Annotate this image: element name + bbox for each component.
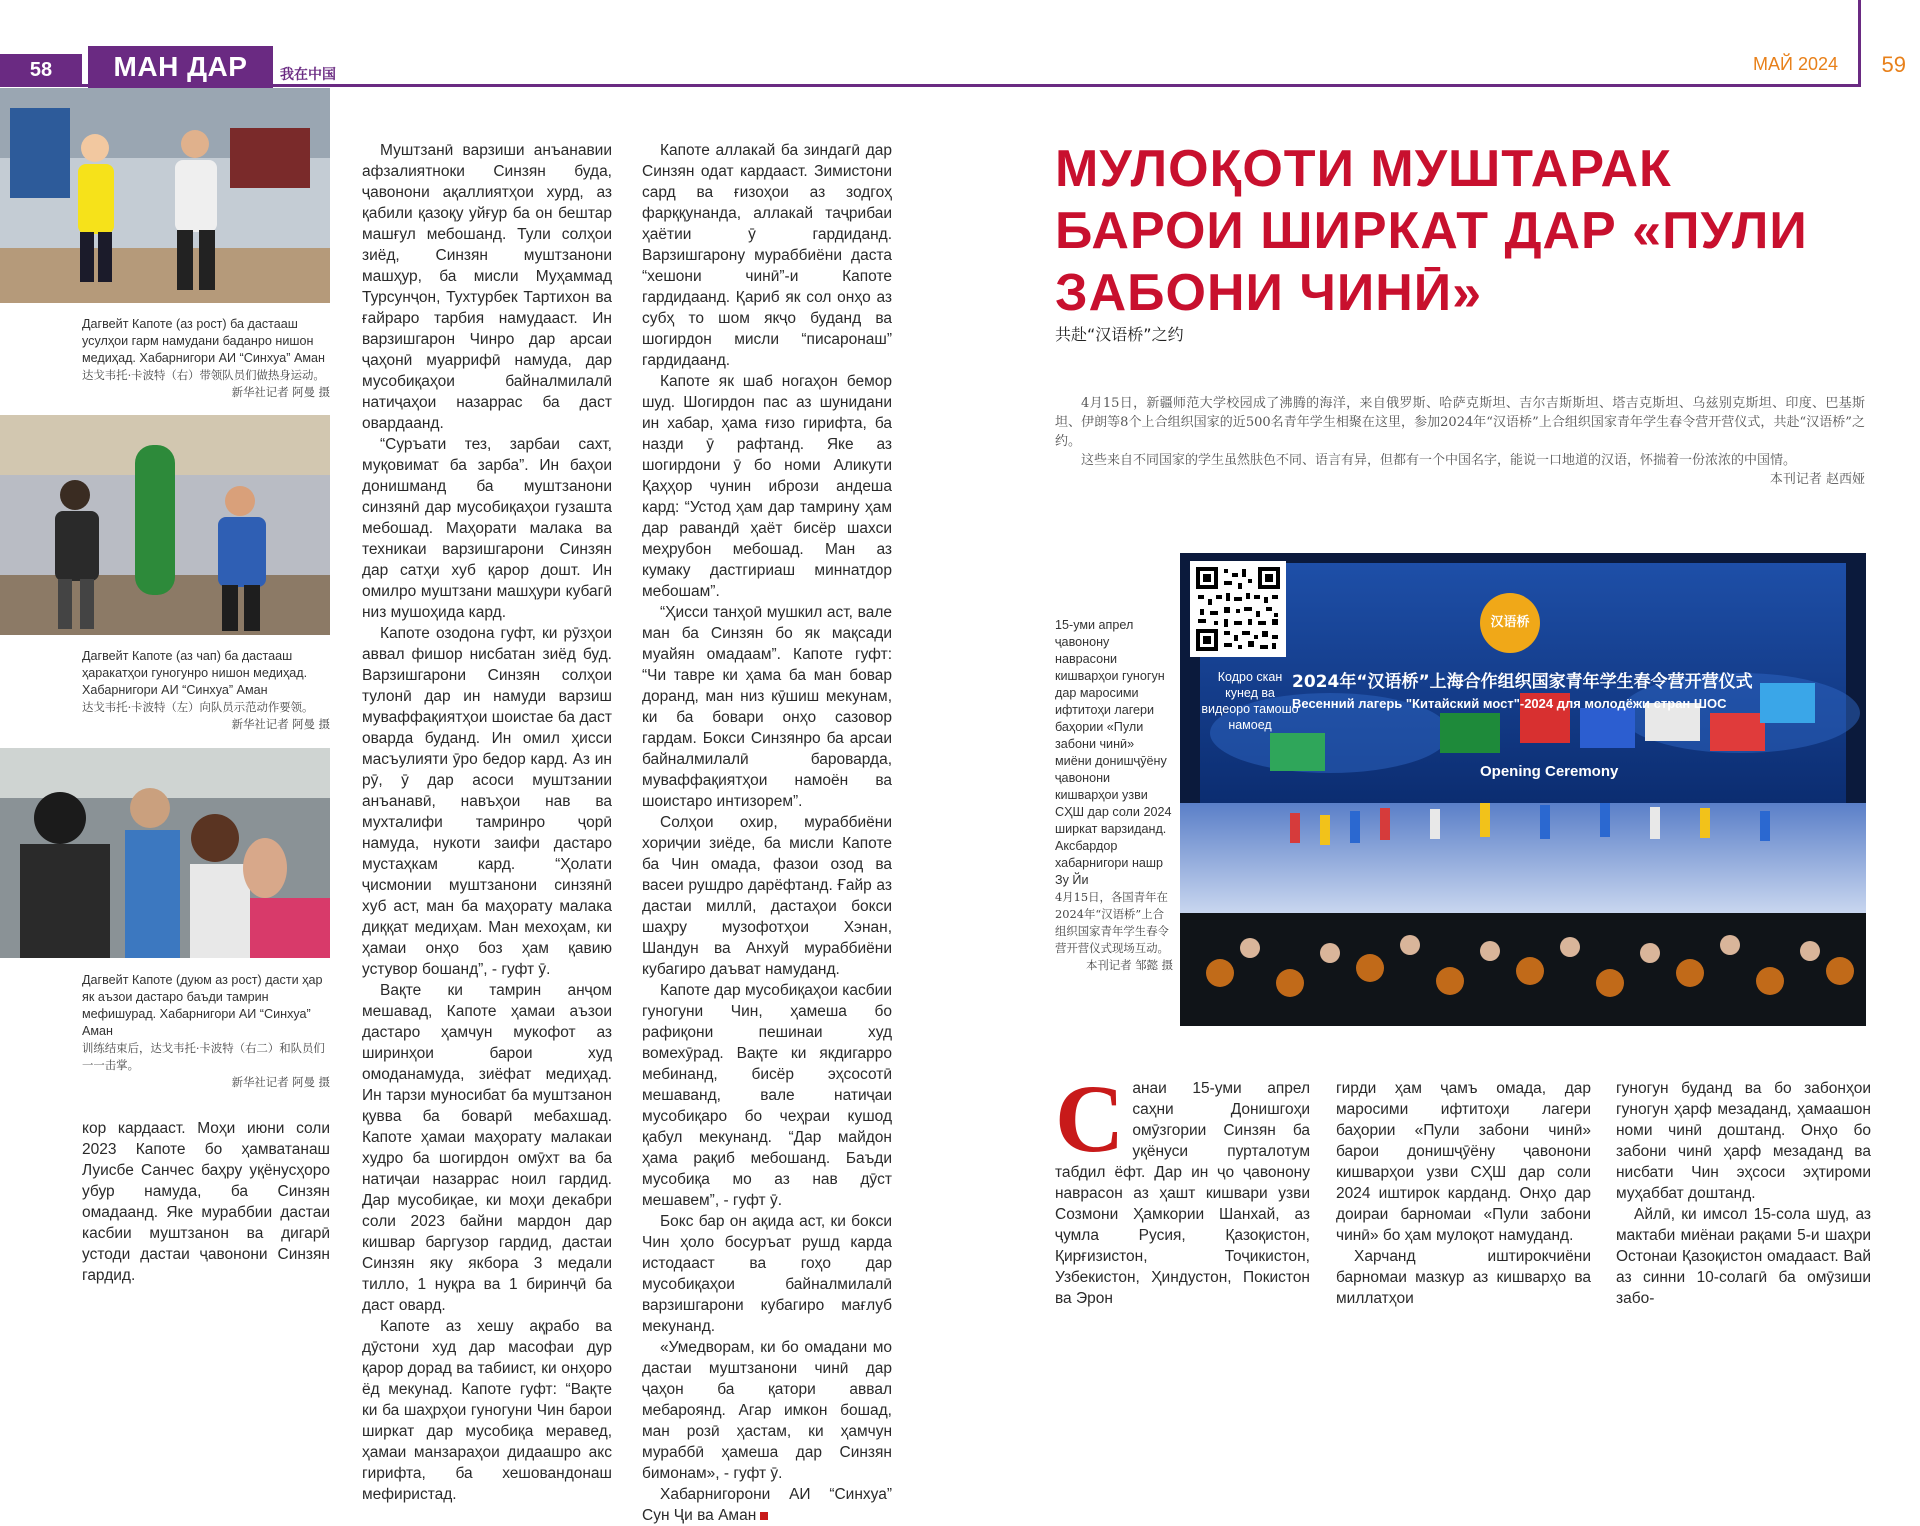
left-col2: [362, 140, 612, 1505]
issue-date: МАЙ 2024: [1753, 54, 1838, 74]
caption-3-zh: 训练结束后，达戈韦托·卡波特（右二）和队员们一一击掌。: [82, 1041, 325, 1072]
article-headline: МУЛОҚОТИ МУШТАРАК БАРОИ ШИРКАТ ДАР «ПУЛИ ЗАБОНИ ЧИНӢ»: [1055, 140, 1808, 322]
paragraph: Капоте дар мусобиқаҳои касбии гуногуни Чин, ҳамеша бо рафиқони пешинаи худ вомехӯрад. Вақте ки якдигарро мебинанд, бисёр эҳсосотӣ мешаванд, вале натиҷаи мусобиқаро бо чеҳраи кушод қабул мекунанд. “Дар майдон ҳама рақиб мебошанд. Баъди мусобиқа мо аз нав дӯст мешавем”, - гуфт ӯ.: [642, 982, 892, 1209]
paragraph: Капоте озодона гуфт, ки рӯзҳои аввал фишор нисбатан зиёд буд. Варзишгарони Синзян солҳои тулонӣ дар ин намуди варзиш муваффақиятҳои шоистае ба даст оварда буданд. Ин омил ҳисси масъулияти ӯро бедор кард. Аз ин рӯ, ӯ дар асоси муштзании анъанавӣ, навъҳои нав ва мухталифи тамринро ҷорӣ намуда, нукоти заифи дастаро мустаҳкам кард. “Ҳолати ҷисмонии муштзанони синзянӣ хуб аст, ман ба маҳорату малака диққат медиҳам. Ман мехоҳам, ки ҳамаи онҳо боз ҳам қавию устувор бошанд”, - гуфт ӯ.: [362, 625, 612, 978]
chinese-bridge-logo: [1480, 593, 1540, 653]
qr-label: Кодро скан кунед ва видеоро тамошо намоед: [1201, 670, 1299, 732]
paragraph: гирди ҳам ҷамъ омада, дар маросими ифтитоҳи лагери баҳории «Пули забони чинӣ» барои донишҷӯёну ҷавонони кишварҳои узви СҲШ дар соли 2024 иштирок карданд. Онҳо дар доираи барномаи «Пули забони чинӣ» бо ҳам мулоқот намуданд.: [1336, 1080, 1591, 1244]
caption-2: [82, 648, 330, 733]
byline-text: Хабарнигорони АИ “Синхуа” Сун Ҷи ва Аман: [642, 1486, 892, 1524]
section-title: МАН ДАР: [88, 46, 273, 88]
caption-2-zh: 达戈韦托·卡波特（左）向队员示范动作要领。: [82, 700, 314, 714]
caption-2-text: Дагвейт Капоте (аз чап) ба дастааш ҳаракатҳои гуногунро нишон медиҳад. Хабарнигори АИ “Синхуа” Аман: [82, 649, 308, 697]
paragraph: кор кардааст. Моҳи июни соли 2023 Капоте бо ҳамватанаш Луисбе Санчес баҳру уқёнусҳоро убур намуда, ба Синзян омадаанд. Яке мураббии дастаи касбии муштзанон ва дигарӣ устоди дастаи ҷавонони Синзян гардид.: [82, 1120, 330, 1284]
paragraph: Бокс бар он ақида аст, ки бокси Чин ҳоло босуръат рушд карда истодааст ва гоҳо дар мусобиқаҳои байналмилалӣ варзишгарони кубагиро мағлуб мекунанд.: [642, 1213, 892, 1335]
section-title-zh: 我在中国: [280, 67, 336, 83]
end-mark-icon: [760, 1512, 768, 1520]
logo-text: 汉语桥: [1490, 615, 1530, 630]
right-page-number: 59: [1881, 52, 1906, 77]
intro-zh-paragraph-2: 这些来自不同国家的学生虽然肤色不同、语言有异，但都有一个中国名字，能说一口地道的汉语，怀揣着一份浓浓的中国情。: [1081, 453, 1797, 468]
caption-1: [82, 316, 330, 401]
paragraph: Солҳои охир, мураббиёни хориҷии зиёде, ба мисли Капоте ба Чин омада, фазои озод ва васеи рушдро дарёфтанд. Ғайр аз дастаи миллӣ, дастаҳои бокси шаҳру музофотҳои Хэнан, Шандун ва Анхуй мураббиёни кубагиро даъват намуданд.: [642, 814, 892, 978]
caption-1-zh: 达戈韦托·卡波特（右）带领队员们做热身运动。: [82, 368, 325, 382]
left-col1-bottom-text: [82, 1118, 330, 1286]
paragraph: “Суръати тез, зарбаи сахт, муқовимат ба зарба”. Ин баҳои донишманд ба муштзанони синзянӣ дар мусобиқаҳои гузашта мебошад. Маҳорати малака ва техникаи варзишгарони Синзян дар сатҳи хуб қарор дошт. Ин омилро муштзани машҳури кубагӣ низ мушоҳида кард.: [362, 436, 612, 621]
header-rule: [0, 84, 1860, 87]
caption-1-text: Дагвейт Капоте (аз рост) ба дастааш усулҳои гарм намудани баданро нишон медиҳад. Хабарнигори АИ “Синхуа” Аман: [82, 317, 325, 365]
big-photo-caption-zh: 4月15日，各国青年在2024年“汉语桥”上合组织国家青年学生春令营开营仪式现场互动。: [1055, 890, 1169, 955]
big-photo-caption-credit: 本刊记者 邹懿 摄: [1086, 958, 1173, 972]
paragraph: Капоте аллакай ба зиндагӣ дар Синзян одат кардааст. Зимистони сард ва ғизоҳои аз зодгоҳ фарққунанда, аллакай таҷрибаи ҳаётии ӯ гардиданд. Варзишгарону мураббиёни даста “хешони чинӣ”-и Капоте гардидаанд. Қариб як сол онҳо аз субҳ то шом якҷо буданд ва шогирдон мисли “писаронаш” гардидаанд.: [642, 142, 892, 369]
article-headline-zh: 共赴“汉语桥”之约: [1055, 325, 1184, 344]
right-col2: [1336, 1078, 1591, 1309]
qr-code[interactable]: [1190, 561, 1286, 657]
big-photo-caption: [1055, 617, 1173, 974]
caption-3-text: Дагвейт Капоте (дуюм аз рост) дасти ҳар як аъзои дастаро баъди тамрин мефишурад. Хабарнигори АИ “Синхуа” Аман: [82, 973, 323, 1038]
byline: [642, 1484, 892, 1526]
paragraph: Харчанд иштирокчиёни барномаи мазкур аз кишварҳо ва миллатҳои: [1336, 1248, 1591, 1307]
photo-high-five: [0, 748, 330, 958]
paragraph: «Умедворам, ки бо омадани мо дастаи муштзанони чинӣ дар ҷаҳон ба қатори аввал мебароянд. Агар имкон бошад, ман розӣ ҳастам, ки ҳамчун мураббӣ ҳамеша дар Синзян бимонам», - гуфт ӯ.: [642, 1339, 892, 1482]
paragraph: Муштзанӣ варзиши анъанавии афзалиятноки Синзян буда, ҷавонони ақаллиятҳои хурд, аз қабили қазоқу уйғур ба он бештар машғул мебошанд. Тули солҳои зиёд, Синзян муштзанони машҳур, ба мисли Муҳаммад Турсунҷон, Тухтурбек Тартихон ва ғайраро тарбия намудааст. Ин варзишгарон Чинро дар арсаи ҷаҳонӣ муаррифӣ намуда, дар мусобиқаҳои байналмилалӣ натиҷаҳои назаррас ба даст овардаанд.: [362, 142, 612, 432]
stage-banner-line-3: Opening Ceremony: [1480, 763, 1619, 780]
stage-banner-line-1: 2024年“汉语桥”上海合作组织国家青年学生春令营开营仪式: [1292, 672, 1753, 692]
intro-zh: [1055, 394, 1865, 489]
paragraph: Вақте ки тамрин анҷом мешавад, Капоте ҳамаи аъзои дастаро ҳамчун мукофот аз ширинҳои барои худ омоданамуда, зиёфат медиҳад. Ин тарзи муносибат ба муштзанон қувва ба боварӣ мебахшад. Капоте ҳамаи маҳорату малакаи худро ба шогирдон омӯхт ва ба натиҷаи назаррас ноил гардид. Дар мусобиқае, ки моҳи декабри соли 2023 байни мардон дар кишвар баргузор гардид, дастаи Синзян яку якбора 3 медали тилло, 1 нуқра ва 1 биринҷӣ ба даст овард.: [362, 982, 612, 1314]
big-photo-caption-text: 15-уми апрел ҷавонону наврасони кишварҳои гуногун дар маросими ифтитоҳи лагери баҳории «Пули забони чинӣ» миёни донишҷӯёну ҷавонони кишварҳои узви СҲШ дар соли 2024 ширкат варзиданд. Аксбардор хабарнигори нашр Зу Йи: [1055, 618, 1172, 887]
paragraph: Капоте як шаб ногаҳон бемор шуд. Шогирдон пас аз шунидани ин хабар, ҳама ғизо гирифта, ба назди ӯ рафтанд. Яке аз шогирдони ӯ бо номи Аликути Қаҳҳор чунин ибрози андеша кард: “Устод ҳам дар тамрину ҳам дар равандӣ ҳаёт бисёр шахси меҳрубон мебошад. Ман аз кумаку дастгириаш миннатдор мебошам”.: [642, 373, 892, 600]
caption-3: [82, 972, 330, 1091]
caption-1-credit: 新华社记者 阿曼 摄: [231, 385, 330, 399]
left-col3: [642, 140, 892, 1526]
intro-zh-credit: 本刊记者 赵西娅: [1769, 472, 1865, 487]
page-divider-rule: [1858, 0, 1861, 87]
intro-zh-paragraph-1: 4月15日，新疆师范大学校园成了沸腾的海洋，来自俄罗斯、哈萨克斯坦、吉尔吉斯斯坦、塔吉克斯坦、乌兹别克斯坦、印度、巴基斯坦、伊朗等8个上合组织国家的近500名青年学生相聚在这里，参加2024年“汉语桥”上合组织国家青年学生春令营开营仪式，共赴“汉语桥”之约。: [1055, 396, 1865, 449]
lead-text: анаи 15-уми апрел саҳни Донишгоҳи омӯзгории Синзян ба уқёнуси пурталотум табдил ёфт. Дар ин ҷо ҷавонону наврасон аз ҳашт кишвари узви Созмони Ҳамкории Шанхай, аз ҷумла Русия, Қазоқистон, Қирғизистон, Тоҷикистон, Узбекистон, Ҳиндустон, Покистон ва Эрон: [1055, 1080, 1310, 1307]
lead-paragraph: [1055, 1065, 1310, 1309]
right-col3: [1616, 1078, 1871, 1309]
caption-2-credit: 新华社记者 阿曼 摄: [231, 717, 330, 731]
paragraph: “Ҳисси танҳоӣ мушкил аст, вале ман ба Синзян бо як мақсади муайян омадаам”. Капоте гуфт: “Чи тавре ки ҳама ба ман бовар доранд, ман низ кӯшиш мекунам, ки ба бовари онҳо сазовор гардам. Бокси Синзянро ба арсаи байналмилалӣ бароварда, муваффақиятҳои намоён ва шоистаро интизорем”.: [642, 604, 892, 810]
paragraph: Капоте аз хешу ақрабо ва дӯстони худ дар масофаи дур қарор дорад ва табиист, ки онҳоро ёд мекунад. Капоте гуфт: “Вақте ки ба шаҳрҳои гуногуни Чин барои ширкат дар мусобиқа меравед, ҳамаи манзараҳои дидаашро акс гирифта, ба хешовандонаш мефиристад.: [362, 1318, 612, 1503]
paragraph: гуногун буданд ва бо забонҳои гуногун ҳарф мезаданд, ҳамаашон номи чинӣ доштанд. Онҳо бо забони чинӣ ҳарф мезаданд ва нисбати Чин эҳсоси эҳтироми муҳаббат доштанд.: [1616, 1080, 1871, 1202]
dropcap: С: [1055, 1065, 1125, 1172]
stage-banner-line-2: Весенний лагерь "Китайский мост"-2024 для молодёжи стран ШОС: [1292, 696, 1727, 711]
left-page-number: 58: [0, 54, 82, 86]
photo-opening-ceremony: [1180, 553, 1866, 1026]
photo-punching-bag: [0, 415, 330, 635]
caption-3-credit: 新华社记者 阿曼 摄: [231, 1075, 330, 1089]
photo-warmup: [0, 88, 330, 303]
right-col1: [1055, 1065, 1310, 1309]
paragraph: Айлӣ, ки имсол 15-сола шуд, аз мактаби миёнаи рақами 5-и шаҳри Остонаи Қазоқистон омадааст. Вай аз синни 10-солагӣ ба омӯзиши забо-: [1616, 1206, 1871, 1307]
left-page-header: [0, 40, 1130, 90]
